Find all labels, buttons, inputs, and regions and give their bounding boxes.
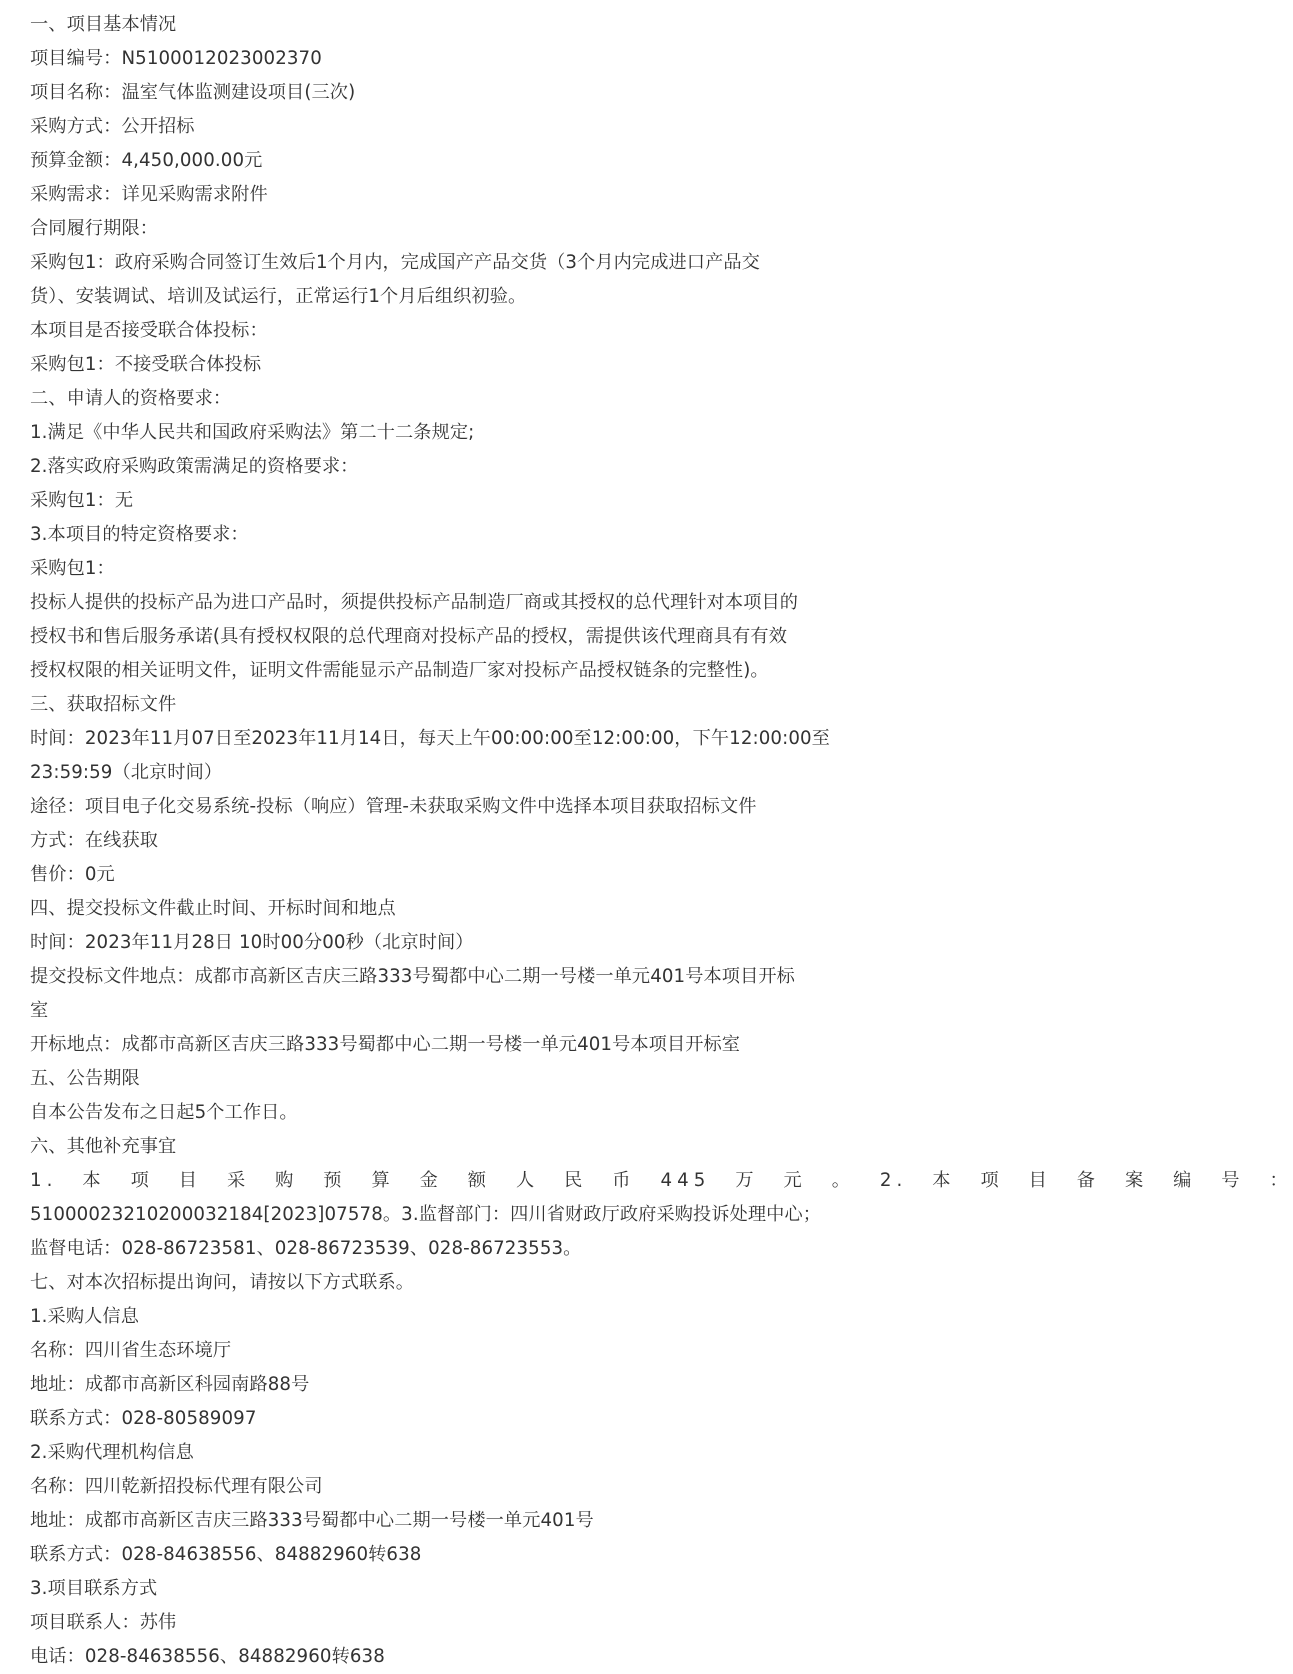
text-line: 售价：0元	[30, 864, 115, 885]
text-line: 时间：2023年11月28日 10时00分00秒（北京时间）	[30, 932, 474, 953]
text-line: 六、其他补充事宜	[30, 1136, 177, 1157]
text-line: 地址：成都市高新区科园南路88号	[30, 1374, 310, 1395]
text-line: 项目联系人：苏伟	[30, 1612, 177, 1633]
text-line: 提交投标文件地点：成都市高新区吉庆三路333号蜀都中心二期一号楼一单元401号本项目开标	[30, 966, 795, 987]
text-line: 授权书和售后服务承诺(具有授权权限的总代理商对投标产品的授权，需提供该代理商具有有效	[30, 626, 787, 647]
text-line: 货）、安装调试、培训及试运行，正常运行1个月后组织初验。	[30, 286, 527, 307]
text-line: 二、申请人的资格要求：	[30, 388, 232, 409]
text-line: 名称：四川省生态环境厅	[30, 1340, 232, 1361]
text-line: 途径：项目电子化交易系统-投标（响应）管理-未获取采购文件中选择本项目获取招标文件	[30, 796, 757, 817]
text-line: 23:59:59（北京时间）	[30, 762, 223, 783]
text-line: 合同履行期限：	[30, 218, 159, 239]
text-line: 采购需求：详见采购需求附件	[30, 184, 268, 205]
text-line: 方式：在线获取	[30, 830, 159, 851]
text-line: 1. 本 项 目 采 购 预 算 金 额 人 民 币 445 万 元 。 2. 本 项 目 备 案 编 号 ：	[30, 1170, 1293, 1191]
text-line: 名称：四川乾新招投标代理有限公司	[30, 1476, 323, 1497]
text-line: 采购包1：	[30, 558, 115, 579]
text-line: 室	[30, 1000, 49, 1021]
text-line: 采购方式：公开招标	[30, 116, 195, 137]
text-line: 项目编号：N5100012023002370	[30, 48, 322, 69]
text-line: 本项目是否接受联合体投标：	[30, 320, 268, 341]
text-line: 联系方式：028-80589097	[30, 1408, 257, 1429]
text-line: 预算金额：4,450,000.00元	[30, 150, 263, 171]
text-line: 电话：028-84638556、84882960转638	[30, 1646, 385, 1667]
text-line: 1.采购人信息	[30, 1306, 139, 1327]
text-line: 采购包1：政府采购合同签订生效后1个月内，完成国产产品交货（3个月内完成进口产品交	[30, 252, 760, 273]
text-line: 1.满足《中华人民共和国政府采购法》第二十二条规定;	[30, 422, 475, 443]
text-line: 项目名称：温室气体监测建设项目(三次)	[30, 82, 356, 103]
text-line: 时间：2023年11月07日至2023年11月14日，每天上午00:00:00至12:00:00，下午12:00:00至	[30, 728, 830, 749]
text-line: 采购包1：无	[30, 490, 134, 511]
text-line: 联系方式：028-84638556、84882960转638	[30, 1544, 422, 1565]
text-line: 投标人提供的投标产品为进口产品时，须提供投标产品制造厂商或其授权的总代理针对本项目的	[30, 592, 799, 613]
text-line: 五、公告期限	[30, 1068, 140, 1089]
text-line: 2.落实政府采购政策需满足的资格要求：	[30, 456, 359, 477]
text-line: 监督电话：028-86723581、028-86723539、028-86723553。	[30, 1238, 582, 1259]
text-line: 地址：成都市高新区吉庆三路333号蜀都中心二期一号楼一单元401号	[30, 1510, 594, 1531]
text-line: 三、获取招标文件	[30, 694, 177, 715]
text-line: 3.本项目的特定资格要求：	[30, 524, 249, 545]
text-line: 3.项目联系方式	[30, 1578, 158, 1599]
text-line: 采购包1：不接受联合体投标	[30, 354, 262, 375]
text-line: 开标地点：成都市高新区吉庆三路333号蜀都中心二期一号楼一单元401号本项目开标室	[30, 1034, 741, 1055]
text-line: 七、对本次招标提出询问，请按以下方式联系。	[30, 1272, 415, 1293]
announcement-lines	[30, 8, 1293, 1674]
text-line: 自本公告发布之日起5个工作日。	[30, 1102, 298, 1123]
text-line: 授权权限的相关证明文件，证明文件需能显示产品制造厂家对投标产品授权链条的完整性)。	[30, 660, 769, 681]
text-line: 2.采购代理机构信息	[30, 1442, 194, 1463]
text-line: 四、提交投标文件截止时间、开标时间和地点	[30, 898, 396, 919]
text-line: 51000023210200032184[2023]07578。3.监督部门：四川省财政厅政府采购投诉处理中心；	[30, 1204, 822, 1225]
text-line: 一、项目基本情况	[30, 14, 177, 35]
